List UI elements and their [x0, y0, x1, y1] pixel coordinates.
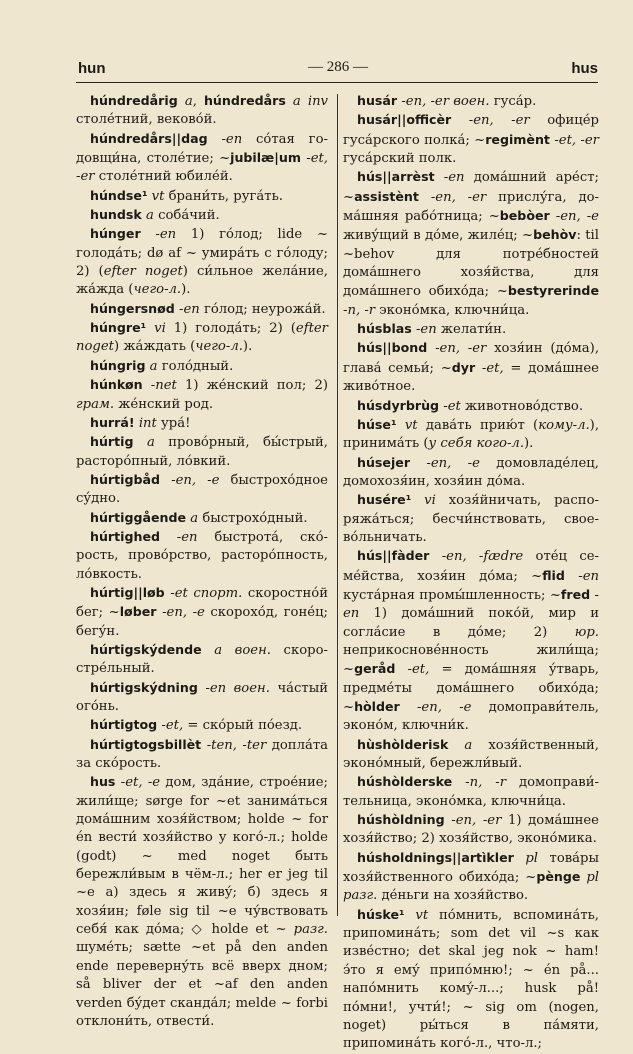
dictionary-entry: hurrá! int ура́!: [90, 414, 191, 431]
dictionary-entry: hus -et, -e дом, зда́ние, строе́ние; жили́ще; sørge for ~et занима́ться дома́шним хозя́йством; holde ~ for én вести́ хозя́йство у кого́-л.; holde (godt) ~ med noget быть бережли́вым в чём-л.; her er jeg til ~e а) здесь я живу́; б) здесь я хозя́ин; føle sig til ~e чу́вствовать себя́ как до́ма; ◇ holde et ~ разг. шуме́ть; sætte ~et på den anden ende переверну́ть всё вверх дном; så bliver der et ~af den anden verden бу́дет сканда́л; melde ~ forbi отклони́ть, отвести́.: [76, 774, 328, 1029]
dictionary-entry: húsdyrbrùg -et животново́дство.: [357, 397, 584, 414]
dictionary-entry: húsblas -en желати́н.: [357, 321, 507, 338]
dictionary-entry: húndse¹ vt брани́ть, руга́ть.: [90, 187, 283, 204]
dictionary-entry: húrtiggående a быстрохо́дный.: [90, 509, 308, 526]
dictionary-entry: húngre¹ vi 1) голода́ть; 2) (efter noget) жа́ждать (чего-л.).: [76, 320, 328, 355]
page-header: [78, 60, 598, 80]
dictionary-entry: húndredårs||dag -en со́тая годовщи́на, столе́тие; ~jubilæ|um -et, -er столе́тний юбиле́й.: [76, 130, 328, 185]
dictionary-entry: hús||bond -en, -er хозя́ин (до́ма), глава́ семьи́; ~dyr -et, = дома́шнее живо́тное.: [343, 340, 600, 395]
dictionary-entry: húnkøn -net 1) же́нский пол; 2) грам. же́нский род.: [76, 377, 328, 412]
dictionary-entry: húrtigtogsbillèt -ten, -ter допла́та за ско́рость.: [76, 736, 328, 772]
dictionary-entry: húrtigtog -et, = ско́рый по́езд.: [90, 717, 303, 734]
dictionary-entry: húske¹ vt по́мнить, вспомина́ть, припомина́ть; som det vil ~s как изве́стно; det skal jeg nok ~ ham! э́то я ему́ припо́мню!; ~ én på... напо́мнить кому́-л...; husk på! по́мни!, учти́!; ~ sig om (nogen, noget) ры́ться в па́мяти, припомина́ть кого́-л., что-л.;: [343, 906, 599, 1052]
dictionary-entry: húndredårig a, húndredårs a inv столе́тний, веково́й.: [76, 93, 329, 128]
dictionary-entry: húrtigskýdning -en воен. ча́стый ого́нь.: [76, 679, 328, 714]
right-column: [343, 92, 599, 1054]
dictionary-entry: húngersnød -en го́лод; неурожа́й.: [90, 300, 326, 317]
dictionary-entry: hundsk a соба́чий.: [90, 207, 220, 224]
dictionary-entry: húrtighed -en быстрота́, ско́рость, прово́рство, расторо́пность, ло́вкость.: [76, 528, 328, 582]
left-column: [76, 92, 328, 1031]
dictionary-entry: húrtigskýdende a воен. скоростре́льный.: [76, 641, 328, 677]
column-divider: [337, 94, 338, 916]
dictionary-entry: húse¹ vt дава́ть прию́т (кому-л.), принима́ть (у себя кого-л.).: [343, 416, 600, 452]
dictionary-entry: hús||arrèst -en дома́шний аре́ст; ~assistènt -en, -er прислу́га, дома́шняя рабо́тница; ~bebòer -en, -e живу́щий в до́ме, жиле́ц; ~behòv: til ~behov для потре́бностей дома́шнего хозя́йства, для дома́шнего обихо́да; ~bestyrerinde -n, -r эконо́мка, ключни́ца.: [343, 169, 599, 318]
dictionary-entry: húrtigbåd -en, -e быстрохо́дное су́дно.: [76, 471, 328, 507]
dictionary-entry: hùshòlderisk a хозя́йственный, эконо́мный, бережли́вый.: [343, 736, 599, 772]
dictionary-entry: husére¹ vi хозя́йничать, распоряжа́ться; бесчи́нствовать, своево́льничать.: [343, 492, 599, 545]
dictionary-entry: husár -en, -er воен. гуса́р.: [357, 93, 537, 109]
dictionary-entry: húnger -en 1) го́лод; lide ~ голода́ть; dø af ~ умира́ть с го́лоду; 2) (efter noget) си́льное жела́ние, жа́жда (чего-л.).: [76, 226, 328, 298]
dictionary-entry: húsholdnings||artìkler pl това́ры хозя́йственного обихо́да; ~pènge pl разг. де́ньги на хозя́йство.: [343, 849, 599, 904]
dictionary-entry: húshòldning -en, -er 1) дома́шнее хозя́йство; 2) хозя́йство, эконо́мика.: [343, 812, 599, 847]
dictionary-entry: húrtig||løb -et спорт. скоростно́й бег; ~løber -en, -e скорохо́д, гоне́ц; бегу́н.: [76, 584, 328, 639]
page-number: — 286 —: [308, 59, 368, 75]
dictionary-entry: húngrig a голо́дный.: [90, 357, 234, 374]
dictionary-entry: húsejer -en, -e домовладе́лец, домохозя́ин, хозя́ин до́ма.: [343, 454, 599, 489]
dictionary-entry: húshòlderske -n, -r домоправи́тельница, эконо́мка, ключни́ца.: [343, 774, 599, 809]
dictionary-entry: húrtig a прово́рный, бы́стрый, расторо́пный, ло́вкий.: [76, 434, 328, 469]
header-right-guideword: hus: [571, 60, 598, 77]
dictionary-entry: husár||officèr -en, -er офице́р гуса́рского полка́; ~regimènt -et, -er гуса́рский полк.: [343, 112, 599, 167]
header-left-guideword: hun: [78, 60, 106, 77]
header-rule: [76, 82, 598, 83]
dictionary-entry: hús||fàder -en, -fædre оте́ц семе́йства, хозя́ин до́ма; ~flid -en куста́рная промы́шленность; ~fred -en 1) дома́шний поко́й, мир и согла́сие в до́ме; 2) юр. неприкоснове́нность жили́ща; ~geråd -et, = дома́шняя у́тварь, предме́ты дома́шнего обихо́да; ~hòlder -en, -e домоправи́тель, эконо́м, ключни́к.: [343, 548, 599, 734]
